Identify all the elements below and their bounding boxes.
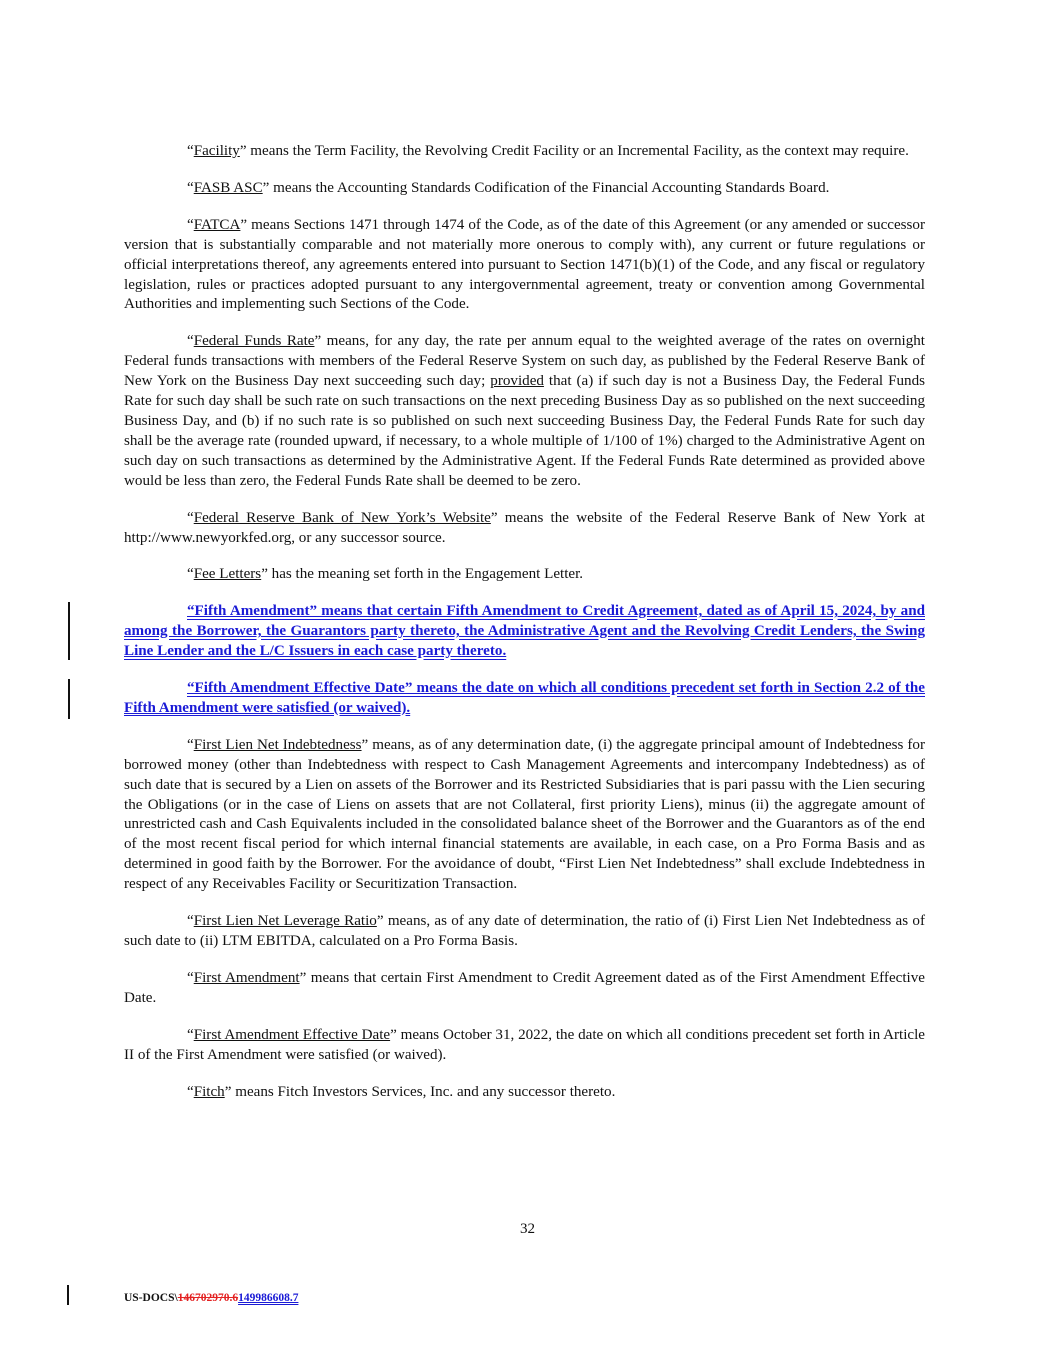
inserted-text: “Fifth Amendment Effective Date” means the date on which all conditions precedent set forth in Section 2.2 of the Fifth Amendment were satisfied (or waived). [124, 680, 925, 716]
doc-id-footer [124, 1289, 298, 1309]
defined-term: Fitch [193, 1083, 225, 1100]
defined-term: FATCA [193, 216, 241, 233]
definition-federal-funds-rate: “Federal Funds Rate” means, for any day, the rate per annum equal to the weighted average of the rates on overnight Federal funds transactions with members of the Federal Reserve System on such day, as published by the Federal Reserve Bank of New York on the Business Day next succeeding such day; provided that (a) if such day is not a Business Day, the Federal Funds Rate for such day shall be such rate on such transactions on the next preceding Business Day as so published on the next succeeding Business Day, and (b) if no such rate is so published on such next succeeding Business Day, the Federal Funds Rate for such day shall be the average rate (rounded upward, if necessary, to a whole multiple of 1/100 of 1%) charged to the Administrative Agent on such day on such transactions as determined by the Administrative Agent. If the Federal Funds Rate determined as provided above would be less than zero, the Federal Funds Rate shall be deemed to be zero. [124, 333, 925, 489]
definition-first-lien-net-leverage-ratio: “First Lien Net Leverage Ratio” means, as of any date of determination, the ratio of (i) First Lien Net Indebtedness as of such date to (ii) LTM EBITDA, calculated on a Pro Forma Basis. [124, 913, 925, 949]
definition-fasb-asc: “FASB ASC” means the Accounting Standards Codification of the Financial Accounting Standards Board. [187, 179, 830, 196]
change-bar [68, 602, 70, 660]
change-bar [68, 679, 70, 719]
definition-first-lien-net-indebtedness: “First Lien Net Indebtedness” means, as of any determination date, (i) the aggregate principal amount of Indebtedness for borrowed money (other than Indebtedness with respect to Cash Management Agreements and intercompany Indebtedness) as of such date that is secured by a Lien on assets of the Borrower and its Restricted Subsidiaries that is pari passu with the Lien securing the Obligations (or in the case of Liens on assets that are not Collateral, first priority Liens), minus (ii) the aggregate amount of unrestricted cash and Cash Equivalents included in the consolidated balance sheet of the Borrower and the Guarantors as of the end of the most recent fiscal period for which internal financial statements are available, in each case, on a Pro Forma Basis and as determined in good faith by the Borrower. For the avoidance of doubt, “First Lien Net Indebtedness” shall exclude Indebtedness in respect of any Receivables Facility or Securitization Transaction. [124, 736, 925, 893]
definition-first-amendment: “First Amendment” means that certain First Amendment to Credit Agreement dated as of the First Amendment Effective Date. [124, 969, 925, 1006]
defined-term: First Lien Net Leverage Ratio [193, 913, 377, 930]
defined-term: Fee Letters [193, 566, 262, 583]
definition-fifth-amendment [124, 602, 925, 662]
doc-id-prefix: US-DOCS\ [124, 1292, 178, 1304]
definition-frbny-website: “Federal Reserve Bank of New York’s Website” means the website of the Federal Reserve Bank of New York at http://www.newyorkfed.org, or any successor source. [124, 509, 925, 546]
change-bar [67, 1285, 69, 1305]
defined-term: First Lien Net Indebtedness [193, 736, 362, 753]
deleted-doc-id: 146702970.6 [177, 1292, 239, 1304]
provided-term: provided [490, 373, 544, 390]
definition-first-amendment-effective-date: “First Amendment Effective Date” means October 31, 2022, the date on which all conditions precedent set forth in Article II of the First Amendment were satisfied (or waived). [124, 1026, 925, 1063]
defined-term: First Amendment [193, 969, 300, 986]
definition-fatca: “FATCA” means Sections 1471 through 1474 of the Code, as of the date of this Agreement (or any amended or successor version that is substantially comparable and not materially more onerous to comply with), any current or future regulations or official interpretations thereof, any agreements entered into pursuant to Section 1471(b)(1) of the Code, and any fiscal or regulatory legislation, rules or practices adopted pursuant to any intergovernmental agreement, treaty or convention among Governmental Authorities and implementing such Sections of the Code. [124, 216, 925, 313]
document-body [124, 142, 925, 1119]
defined-term: Facility [193, 143, 240, 159]
defined-term: Federal Reserve Bank of New York’s Website [193, 509, 491, 526]
definition-fifth-amendment-effective-date [124, 679, 925, 719]
defined-term: Federal Funds Rate [193, 333, 315, 350]
definition-fee-letters: “Fee Letters” has the meaning set forth in the Engagement Letter. [187, 566, 584, 583]
defined-term: FASB ASC [193, 179, 263, 196]
definition-fitch: “Fitch” means Fitch Investors Services, Inc. and any successor thereto. [187, 1083, 616, 1100]
added-doc-id: 149986608.7 [238, 1292, 299, 1304]
defined-term: First Amendment Effective Date [193, 1026, 391, 1043]
definition-facility: “Facility” means the Term Facility, the Revolving Credit Facility or an Incremental Facility, as the context may require. [187, 143, 909, 159]
page-number: 32 [519, 1221, 536, 1237]
inserted-text: “Fifth Amendment” means that certain Fifth Amendment to Credit Agreement, dated as of April 15, 2024, by and among the Borrower, the Guarantors party thereto, the Administrative Agent and the Revolving Credit Lenders, the Swing Line Lender and the L/C Issuers in each case party thereto. [124, 603, 925, 660]
